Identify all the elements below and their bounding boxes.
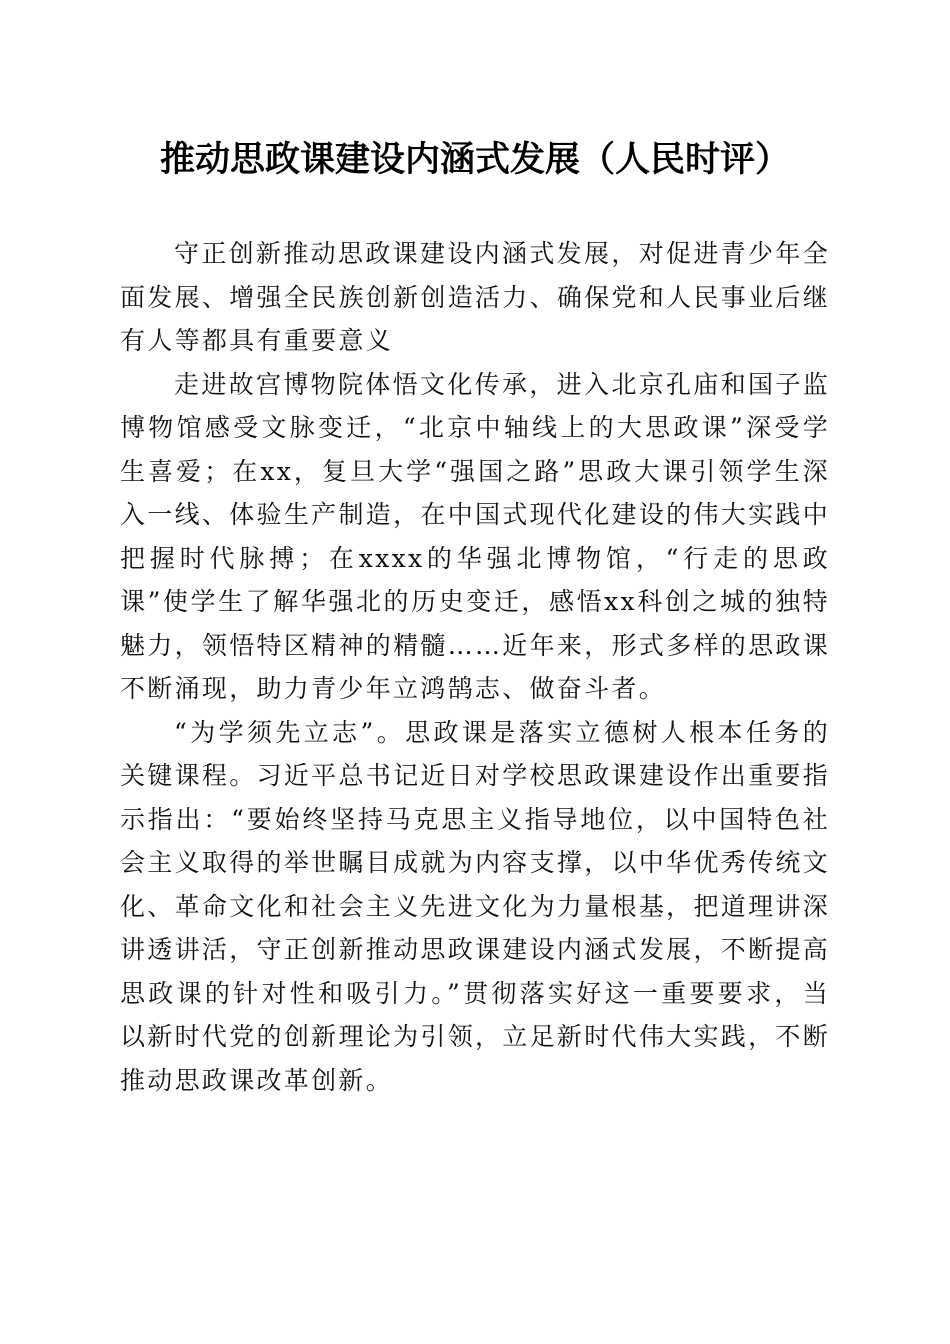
paragraph-1: 守正创新推动思政课建设内涵式发展，对促进青少年全面发展、增强全民族创新创造活力、确保党和人民事业后继有人等都具有重要意义 [120,239,830,355]
document-title: 推动思政课建设内涵式发展（人民时评） [159,139,790,180]
paragraph-2: 走进故宫博物院体悟文化传承，进入北京孔庙和国子监博物馆感受文脉变迁，“北京中轴线上的大思政课”深受学生喜爱；在xx，复旦大学“强国之路”思政大课引领学生深入一线、体验生产制造，在中国式现代化建设的伟大实践中把握时代脉搏；在xxxx的华强北博物馆，“行走的思政课”使学生了解华强北的历史变迁，感悟xx科创之城的独特魅力，领悟特区精神的精髓……近年来，形式多样的思政课不断涌现，助力青少年立鸿鹄志、做奋斗者。 [120,369,830,703]
document-body [120,232,830,1102]
paragraph-3: “为学须先立志”。思政课是落实立德树人根本任务的关键课程。习近平总书记近日对学校思政课建设作出重要指示指出：“要始终坚持马克思主义指导地位，以中国特色社会主义取得的举世瞩目成就为内容支撑，以中华优秀传统文化、革命文化和社会主义先进文化为力量根基，把道理讲深讲透讲活，守正创新推动思政课建设内涵式发展，不断提高思政课的针对性和吸引力。”贯彻落实好这一重要要求，当以新时代党的创新理论为引领，立足新时代伟大实践，不断推动思政课改革创新。 [120,717,830,1095]
